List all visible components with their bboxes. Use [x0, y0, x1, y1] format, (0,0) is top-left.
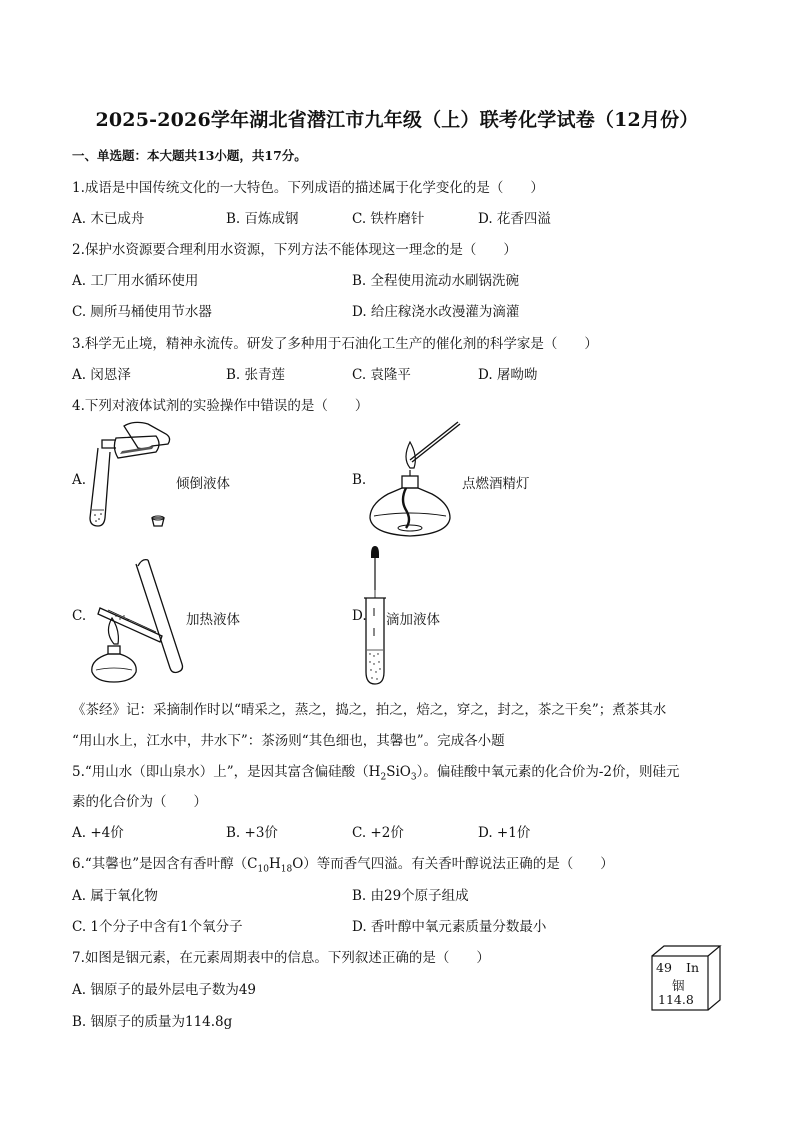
q2-option-a[interactable]: A. 工厂用水循环使用 [72, 273, 199, 289]
q4-option-c-caption: 加热液体 [186, 612, 240, 628]
exam-title: 2025-2026学年湖北省潜江市九年级（上）联考化学试卷（12月份） [95, 109, 699, 131]
q6-option-a[interactable]: A. 属于氧化物 [72, 888, 158, 904]
q6-stem-part-c: O）等而香气四溢。有关香叶醇说法正确的是（ ） [292, 856, 614, 872]
q6-sub-1: 10 [257, 864, 269, 875]
heating-liquid-illustration [86, 556, 186, 684]
q6-stem-part-a: 6.“其馨也”是因含有香叶醇（C [72, 856, 258, 872]
q3-stem: 3.科学无止境，精神永流传。研发了多种用于石油化工生产的催化剂的科学家是（ ） [72, 336, 598, 352]
q4-option-c-letter[interactable]: C. [72, 608, 87, 624]
q6-stem [72, 852, 614, 875]
element-symbol: In [686, 960, 699, 975]
q1-option-c[interactable]: C. 铁杵磨针 [352, 211, 425, 227]
lighting-alcohol-lamp-illustration [366, 420, 462, 538]
element-name: 铟 [672, 978, 685, 993]
element-atomic-number: 49 [656, 960, 672, 975]
q1-stem: 1.成语是中国传统文化的一大特色。下列成语的描述属于化学变化的是（ ） [72, 180, 544, 196]
passage-line-1: 《茶经》记：采摘制作时以“晴采之，蒸之，捣之，拍之，焙之，穿之，封之，茶之干矣”；煮茶其水 [72, 702, 667, 718]
q2-option-d[interactable]: D. 给庄稼浇水改漫灌为滴灌 [352, 304, 520, 320]
q4-option-a-caption: 倾倒液体 [176, 476, 230, 492]
q5-stem-line-2: 素的化合价为（ ） [72, 794, 207, 810]
q5-stem-part-c: ）。偏硅酸中氧元素的化合价为-2价，则硅元 [416, 764, 680, 780]
q3-option-d[interactable]: D. 屠呦呦 [478, 367, 538, 383]
q4-stem: 4.下列对液体试剂的实验操作中错误的是（ ） [72, 398, 369, 414]
element-tile-indium [650, 944, 722, 1012]
q5-option-a[interactable]: A. +4价 [72, 825, 124, 841]
q7-option-b[interactable]: B. 铟原子的质量为114.8g [72, 1014, 233, 1030]
section-heading: 一、单选题：本大题共13小题，共17分。 [72, 148, 307, 163]
q6-option-b[interactable]: B. 由29个原子组成 [352, 888, 469, 904]
q7-stem: 7.如图是铟元素，在元素周期表中的信息。下列叙述正确的是（ ） [72, 950, 490, 966]
q5-option-d[interactable]: D. +1价 [478, 825, 531, 841]
q3-option-b[interactable]: B. 张青莲 [226, 367, 286, 383]
q5-option-c[interactable]: C. +2价 [352, 825, 404, 841]
q2-option-c[interactable]: C. 厕所马桶使用节水器 [72, 304, 212, 320]
element-atomic-mass: 114.8 [658, 992, 694, 1007]
q5-stem [72, 760, 679, 783]
q4-option-b-caption: 点燃酒精灯 [462, 476, 530, 492]
q5-stem-part-a: 5.“用山水（即山泉水）上”，是因其富含偏硅酸（H [72, 764, 381, 780]
q2-option-b[interactable]: B. 全程使用流动水刷锅洗碗 [352, 273, 520, 289]
q5-sub-1: 2 [380, 772, 387, 783]
q1-option-b[interactable]: B. 百炼成钢 [226, 211, 299, 227]
q5-stem-part-b: SiO [386, 764, 411, 780]
q1-option-d[interactable]: D. 花香四溢 [478, 211, 551, 227]
q7-option-a[interactable]: A. 铟原子的最外层电子数为49 [72, 982, 257, 998]
q5-sub-2: 3 [410, 772, 417, 783]
dropping-liquid-illustration [362, 544, 388, 686]
q6-option-d[interactable]: D. 香叶醇中氧元素质量分数最小 [352, 919, 547, 935]
q4-option-d-letter[interactable]: D. [352, 608, 367, 624]
q4-option-d-caption: 滴加液体 [386, 612, 440, 628]
pouring-liquid-illustration [86, 418, 176, 530]
q3-option-a[interactable]: A. 闵恩泽 [72, 367, 131, 383]
q3-option-c[interactable]: C. 袁隆平 [352, 367, 411, 383]
q1-option-a[interactable]: A. 木已成舟 [72, 211, 145, 227]
q6-option-c[interactable]: C. 1个分子中含有1个氧分子 [72, 919, 243, 935]
q5-option-b[interactable]: B. +3价 [226, 825, 278, 841]
q4-option-a-letter[interactable]: A. [72, 472, 87, 488]
q4-option-b-letter[interactable]: B. [352, 472, 367, 488]
q6-stem-part-b: H [268, 856, 281, 872]
q6-sub-2: 18 [280, 864, 293, 875]
passage-line-2: “用山水上，江水中，井水下”：茶汤则“其色细也，其馨也”。完成各小题 [72, 733, 505, 749]
q2-stem: 2.保护水资源要合理利用水资源，下列方法不能体现这一理念的是（ ） [72, 242, 517, 258]
